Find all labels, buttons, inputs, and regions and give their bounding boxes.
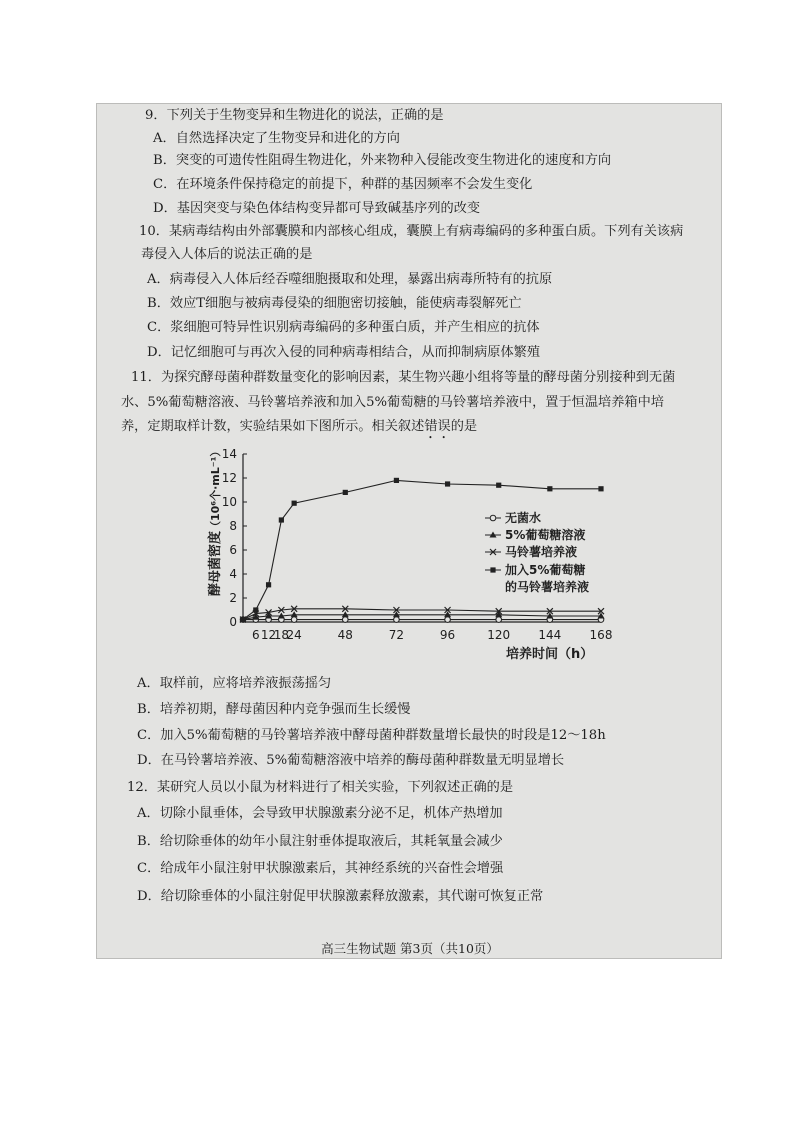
legend-marker-4 xyxy=(490,567,495,572)
q11-option-c: C．加入5%葡萄糖的马铃薯培养液中酵母菌种群数量增长最快的时段是12～18h xyxy=(137,728,606,743)
q12-option-b: B．给切除垂体的幼年小鼠注射垂体提取液后，其耗氧量会减少 xyxy=(137,834,503,849)
q11-stem-line2: 水、5%葡萄糖溶液、马铃薯培养液和加入5%葡萄糖的马铃薯培养液中，置于恒温培养箱中培 xyxy=(121,395,664,410)
y-tick-label: 10 xyxy=(221,495,237,509)
legend-label-3: 马铃薯培养液 xyxy=(505,545,578,559)
q12-stem: 12．某研究人员以小鼠为材料进行了相关实验，下列叙述正确的是 xyxy=(127,780,514,795)
x-tick-label: 168 xyxy=(589,628,613,642)
q11-emphasis-wrong: 错误 xyxy=(424,419,451,434)
data-point-series-4 xyxy=(240,617,245,622)
y-tick-label: 6 xyxy=(229,543,237,557)
data-point-series-4 xyxy=(394,478,399,483)
y-tick-label: 8 xyxy=(229,519,237,533)
q12-option-a: A．切除小鼠垂体，会导致甲状腺激素分泌不足，机体产热增加 xyxy=(137,806,503,821)
data-point-series-4 xyxy=(253,607,258,612)
legend-label-4: 加入5%葡萄糖 xyxy=(505,563,586,577)
x-axis-label: 培养时间（h） xyxy=(506,647,594,662)
page-footer: 高三生物试题 第3页（共10页） xyxy=(321,941,499,956)
data-point-series-4 xyxy=(266,582,271,587)
q10-option-a: A．病毒侵入人体后经吞噬细胞摄取和处理，暴露出病毒所特有的抗原 xyxy=(147,272,553,287)
data-point-series-1 xyxy=(445,617,451,623)
data-point-series-4 xyxy=(279,517,284,522)
x-tick-label: 72 xyxy=(388,628,405,642)
exam-page-photo xyxy=(96,103,722,959)
data-point-series-4 xyxy=(496,483,501,488)
y-axis-label: 酵母菌密度 xyxy=(208,530,223,596)
q9-option-c: C．在环境条件保持稳定的前提下，种群的基因频率不会发生变化 xyxy=(153,177,533,192)
data-point-series-1 xyxy=(496,617,502,623)
q12-option-d: D．给切除垂体的小鼠注射促甲状腺激素释放激素，其代谢可恢复正常 xyxy=(137,889,544,904)
yeast-density-chart xyxy=(203,446,623,664)
q9-stem: 9．下列关于生物变异和生物进化的说法，正确的是 xyxy=(145,108,444,123)
x-tick-label: 6 xyxy=(251,628,260,642)
y-tick-label: 0 xyxy=(229,615,237,629)
q10-option-c: C．浆细胞可特异性识别病毒编码的多种蛋白质，并产生相应的抗体 xyxy=(147,320,540,335)
q11-option-a: A．取样前，应将培养液振荡摇匀 xyxy=(137,676,332,691)
q11-stem-line1: 11．为探究酵母菌种群数量变化的影响因素，某生物兴趣小组将等量的酵母菌分别接种到无菌 xyxy=(131,370,676,385)
q9-option-a: A．自然选择决定了生物变异和进化的方向 xyxy=(153,131,400,146)
x-tick-label: 18 xyxy=(273,628,289,642)
y-tick-label: 4 xyxy=(229,567,237,581)
q11-option-b: B．培养初期，酵母菌因种内竞争强而生长缓慢 xyxy=(137,702,411,717)
q10-stem-line2: 毒侵入人体后的说法正确的是 xyxy=(141,247,313,262)
data-point-series-1 xyxy=(394,617,400,623)
y-tick-label: 14 xyxy=(221,447,237,461)
y-tick-label: 12 xyxy=(221,471,237,485)
q12-option-c: C．给成年小鼠注射甲状腺激素后，其神经系统的兴奋性会增强 xyxy=(137,861,504,876)
x-tick-label: 96 xyxy=(439,628,456,642)
q10-option-b: B．效应T细胞与被病毒侵染的细胞密切接触，能使病毒裂解死亡 xyxy=(147,296,522,311)
legend-label-2: 5%葡萄糖溶液 xyxy=(505,528,586,542)
q9-option-b: B．突变的可遗传性阻碍生物进化，外来物种入侵能改变生物进化的速度和方向 xyxy=(153,153,612,168)
data-point-series-4 xyxy=(445,481,450,486)
x-tick-label: 24 xyxy=(286,628,302,642)
q10-option-d: D．记忆细胞可与再次入侵的同种病毒相结合，从而抑制病原体繁殖 xyxy=(147,345,541,360)
q9-option-d: D．基因突变与染色体结构变异都可导致碱基序列的改变 xyxy=(153,201,481,216)
data-point-series-4 xyxy=(292,501,297,506)
x-tick-label: 12 xyxy=(260,628,277,642)
legend-marker-1 xyxy=(490,515,496,521)
data-point-series-4 xyxy=(598,486,603,491)
q11-stem-line3-end: 的是 xyxy=(450,419,478,434)
data-point-series-4 xyxy=(343,490,348,495)
x-tick-label: 120 xyxy=(487,628,511,642)
x-tick-label: 48 xyxy=(337,628,353,642)
data-point-series-1 xyxy=(342,617,348,623)
data-point-series-1 xyxy=(291,617,297,623)
q11-stem-line3 xyxy=(121,418,477,442)
data-point-series-4 xyxy=(547,486,552,491)
y-tick-label: 2 xyxy=(229,591,237,605)
legend-label-4-line2: 的马铃薯培养液 xyxy=(505,580,590,594)
x-tick-label: 144 xyxy=(538,628,562,642)
q11-option-d: D．在马铃薯培养液、5%葡萄糖溶液中培养的酶母菌种群数量无明显增长 xyxy=(137,753,565,768)
y-axis-unit: （10⁶个·mL⁻¹） xyxy=(209,446,222,532)
q11-stem-line3-text: 养，定期取样计数，实验结果如下图所示。相关叙述 xyxy=(121,419,425,434)
legend-label-1: 无菌水 xyxy=(505,511,542,525)
q10-stem-line1: 10．某病毒结构由外部囊膜和内部核心组成，囊膜上有病毒编码的多种蛋白质。下列有关该病 xyxy=(139,224,684,239)
